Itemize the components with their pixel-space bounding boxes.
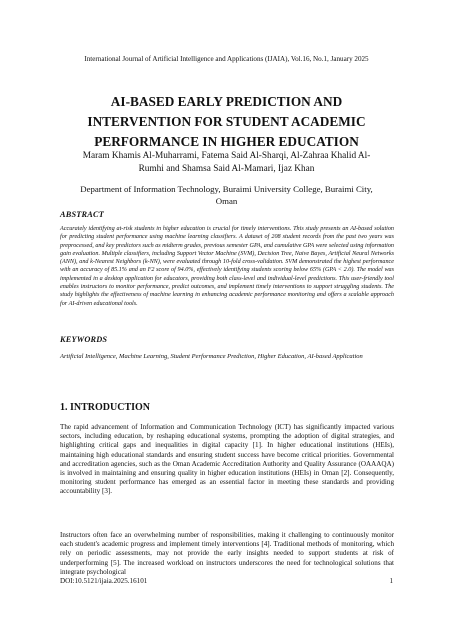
journal-header: International Journal of Artificial Intelligence and Applications (IJAIA), Vol.16, No.1, January 2025 [84, 55, 369, 63]
affiliation-line-2: Oman [215, 196, 238, 206]
abstract-text: Accurately identifying at-risk students in higher education is crucial for timely interventions. This study presents an AI-based solution for predicting student performance using machine learning classifiers. A dataset of 208 student records from the past two years was preprocessed, and key predictors such as midterm grades, previous semester GPA, and cumulative GPA were selected using information gain evaluation. Multiple classifiers, including Support Vector Machine (SVM), Decision Tree, Naive Bayes, Artificial Neural Networks (ANN), and k-Nearest Neighbors (k-NN), were evaluated through 10-fold cross-validation. SVM demonstrated the highest performance with an accuracy of 85.1% and an F2 score of 94.0%, effectively identifying students scoring below 65% (GPA < 2.0). The model was implemented in a desktop application for educators, providing both class-level and individual-level predictions. This user-friendly tool enables instructors to monitor performance, predict outcomes, and implement timely interventions to support struggling students. The study highlights the effectiveness of machine learning in enhancing academic performance monitoring and offers a scalable approach for AI-driven educational tools. [60, 226, 394, 307]
introduction-heading: 1. INTRODUCTION [60, 402, 151, 413]
authors-line-2: Rumhi and Shamsa Said Al-Mamari, Ijaz Khan [138, 164, 315, 174]
affiliation [40, 183, 413, 207]
authors-line-1: Maram Khamis Al-Muharrami, Fatema Said Al-Sharqi, Al-Zahraa Khalid Al- [82, 151, 371, 161]
introduction-paragraph-2: Instructors often face an overwhelming number of responsibilities, making it challenging to continuously monitor each student's academic progress and implement timely interventions [4]. Traditional methods of monitoring, which rely on periodic assessments, may not provide the early insights needed to support students at risk of underperforming [5]. The increased workload on instructors underscores the need for technological solutions that integrate psychological [60, 531, 394, 576]
author-list [40, 150, 413, 176]
keywords-heading: KEYWORDS [60, 335, 108, 344]
title-line-3: PERFORMANCE IN HIGHER EDUCATION [94, 134, 359, 149]
affiliation-line-1: Department of Information Technology, Buraimi University College, Buraimi City, [80, 184, 373, 194]
title-line-2: INTERVENTION FOR STUDENT ACADEMIC [87, 114, 366, 129]
title-line-1: AI-BASED EARLY PREDICTION AND [110, 94, 343, 109]
doi-footer: DOI:10.5121/ijaia.2025.16101 [60, 577, 148, 585]
keywords-text: Artificial Intelligence, Machine Learning, Student Performance Prediction, Higher Education, AI-based Application [60, 353, 363, 360]
page-number: 1 [389, 577, 393, 585]
paper-title [20, 92, 433, 152]
introduction-paragraph-1: The rapid advancement of Information and Communication Technology (ICT) has significantly impacted various sectors, including education, by reshaping educational systems, prompting the adoption of digital strategies, and highlighting critical gaps and inequalities in digital capacity [1]. In higher educational institutions (HEIs), maintaining high educational standards and ensuring student success have become critical priorities. Governmental and accreditation agencies, such as the Oman Academic Accreditation Authority and Quality Assurance (OAAAQA) is involved in maintaining and ensuring quality in higher education institutions (HEIs) in Oman [2]. Consequently, monitoring student performance has emerged as an essential factor in meeting these standards and providing accountability [3]. [60, 423, 394, 496]
abstract-heading: ABSTRACT [60, 210, 105, 219]
